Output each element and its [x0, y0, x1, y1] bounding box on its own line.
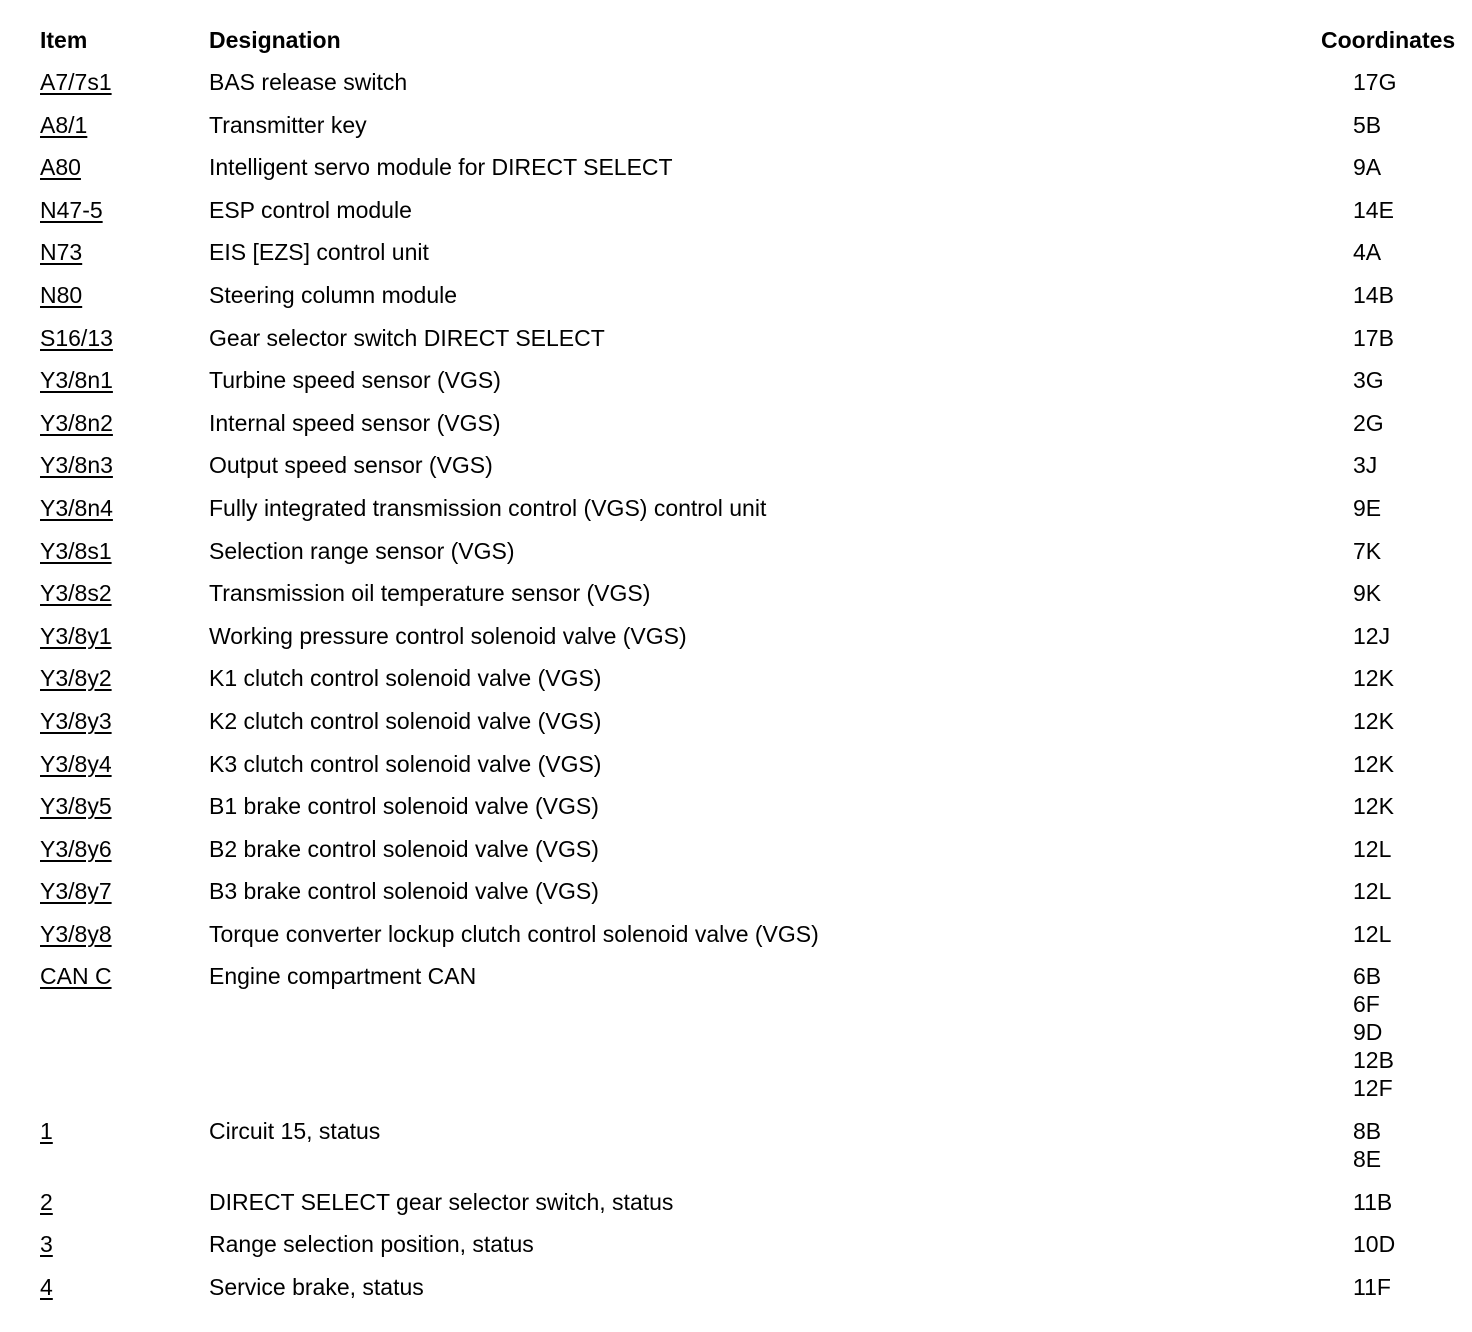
- item-link[interactable]: Y3/8y7: [40, 878, 112, 905]
- coordinates-cell: [1353, 835, 1472, 863]
- designation-cell: ESP control module: [209, 196, 412, 223]
- legend-table-body: [0, 68, 1472, 1315]
- coordinates-cell: [1353, 792, 1472, 820]
- coordinate-value: 12K: [1353, 665, 1394, 692]
- coordinate-value: 2G: [1353, 409, 1384, 436]
- coordinate-value: 12K: [1353, 750, 1394, 777]
- item-link[interactable]: N47-5: [40, 196, 103, 223]
- item-link[interactable]: A80: [40, 154, 81, 181]
- designation-cell: B3 brake control solenoid valve (VGS): [209, 878, 599, 905]
- coordinate-value: 14E: [1353, 196, 1394, 223]
- item-cell: [40, 835, 112, 863]
- item-cell: [40, 1230, 53, 1258]
- coordinate-value: 12J: [1353, 622, 1391, 649]
- designation-cell: Steering column module: [209, 281, 458, 308]
- coordinate-value: 11B: [1353, 1188, 1393, 1215]
- table-row: [0, 153, 1472, 196]
- coordinates-cell: [1353, 281, 1472, 309]
- item-cell: [40, 451, 113, 479]
- coordinates-cell: [1353, 877, 1472, 905]
- designation-cell: BAS release switch: [209, 69, 408, 95]
- coordinates-cell: [1353, 1188, 1472, 1216]
- table-row: [0, 920, 1472, 963]
- designation-cell: Internal speed sensor (VGS): [209, 409, 501, 436]
- coordinate-value: 5B: [1353, 111, 1382, 138]
- coordinate-value: 8B: [1353, 1118, 1382, 1145]
- coordinates-cell: [1353, 68, 1472, 96]
- item-link[interactable]: N80: [40, 281, 83, 308]
- designation-cell: Intelligent servo module for DIRECT SELECT: [209, 154, 673, 181]
- coordinate-value: 12L: [1353, 920, 1392, 947]
- coordinate-value: 9K: [1353, 580, 1382, 607]
- item-link[interactable]: Y3/8y1: [40, 622, 112, 649]
- designation-cell: K3 clutch control solenoid valve (VGS): [209, 750, 602, 777]
- table-row: [0, 1230, 1472, 1273]
- item-cell: [40, 1273, 53, 1301]
- item-cell: [40, 238, 82, 266]
- item-cell: [40, 366, 113, 394]
- item-link[interactable]: S16/13: [40, 324, 113, 351]
- coordinate-value: 10D: [1353, 1231, 1396, 1258]
- item-cell: [40, 1117, 53, 1145]
- item-cell: [40, 196, 103, 224]
- designation-cell: Turbine speed sensor (VGS): [209, 367, 501, 394]
- table-row: [0, 281, 1472, 324]
- item-cell: [40, 111, 87, 139]
- designation-cell: Torque converter lockup clutch control solenoid valve (VGS): [209, 920, 819, 947]
- coordinate-value: 8E: [1353, 1146, 1382, 1173]
- designation-cell: B2 brake control solenoid valve (VGS): [209, 835, 599, 862]
- table-row: [0, 324, 1472, 367]
- table-row: [0, 494, 1472, 537]
- item-link[interactable]: 3: [40, 1231, 53, 1258]
- table-row: [0, 962, 1472, 1117]
- coordinate-value: 12L: [1353, 835, 1392, 862]
- item-link[interactable]: Y3/8n1: [40, 367, 113, 394]
- designation-cell: Transmitter key: [209, 111, 367, 138]
- coordinate-value: 4A: [1353, 239, 1382, 266]
- item-cell: [40, 962, 112, 990]
- table-row: [0, 664, 1472, 707]
- table-row: [0, 537, 1472, 580]
- item-cell: [40, 750, 112, 778]
- coordinates-cell: [1353, 920, 1472, 948]
- item-cell: [40, 664, 112, 692]
- item-link[interactable]: Y3/8y6: [40, 835, 112, 862]
- coordinate-value: 12F: [1353, 1075, 1393, 1102]
- coordinate-value: 14B: [1353, 281, 1394, 308]
- designation-cell: Range selection position, status: [209, 1231, 534, 1258]
- table-row: [0, 366, 1472, 409]
- coordinate-value: 3G: [1353, 367, 1384, 394]
- table-row: [0, 1117, 1472, 1188]
- designation-cell: Selection range sensor (VGS): [209, 537, 515, 564]
- coordinates-cell: [1353, 153, 1472, 181]
- coordinate-value: 9E: [1353, 494, 1382, 521]
- coordinates-cell: [1353, 622, 1472, 650]
- item-link[interactable]: 2: [40, 1188, 53, 1215]
- header-designation: Designation: [209, 27, 341, 53]
- item-cell: [40, 920, 112, 948]
- coordinate-value: 9D: [1353, 1019, 1383, 1046]
- table-row: [0, 579, 1472, 622]
- table-row: [0, 68, 1472, 111]
- coordinates-cell: [1353, 664, 1472, 692]
- table-row: [0, 238, 1472, 281]
- table-row: [0, 707, 1472, 750]
- designation-cell: Circuit 15, status: [209, 1118, 381, 1145]
- coordinate-value: 12B: [1353, 1047, 1394, 1074]
- coordinates-cell: [1353, 451, 1472, 479]
- coordinates-cell: [1353, 750, 1472, 778]
- header-coordinates: Coordinates: [1321, 27, 1456, 53]
- designation-cell: B1 brake control solenoid valve (VGS): [209, 793, 599, 820]
- item-cell: [40, 792, 112, 820]
- item-cell: [40, 622, 112, 650]
- item-cell: [40, 409, 113, 437]
- table-row: [0, 792, 1472, 835]
- coordinates-cell: [1353, 707, 1472, 735]
- item-cell: [40, 877, 112, 905]
- item-link[interactable]: A7/7s1: [40, 69, 112, 95]
- table-row: [0, 750, 1472, 793]
- item-cell: [40, 281, 82, 309]
- coordinates-cell: [1353, 962, 1472, 1102]
- item-link[interactable]: Y3/8n2: [40, 409, 113, 436]
- coordinates-cell: [1353, 111, 1472, 139]
- designation-cell: K1 clutch control solenoid valve (VGS): [209, 665, 602, 692]
- coordinate-value: 17B: [1353, 324, 1394, 351]
- coordinate-value: 7K: [1353, 537, 1382, 564]
- coordinates-cell: [1353, 1273, 1472, 1301]
- coordinates-cell: [1353, 238, 1472, 266]
- table-row: [0, 451, 1472, 494]
- coordinate-value: 9A: [1353, 154, 1382, 181]
- item-cell: [40, 494, 113, 522]
- coordinates-cell: [1353, 409, 1472, 437]
- item-link[interactable]: Y3/8y3: [40, 707, 112, 734]
- coordinates-cell: [1353, 324, 1472, 352]
- table-header: [0, 26, 1472, 56]
- coordinates-cell: [1353, 494, 1472, 522]
- coordinate-value: 12K: [1353, 707, 1394, 734]
- designation-cell: Fully integrated transmission control (VGS) control unit: [209, 494, 767, 521]
- table-row: [0, 196, 1472, 239]
- coordinate-value: 12K: [1353, 793, 1394, 820]
- item-link[interactable]: Y3/8y2: [40, 665, 112, 692]
- item-cell: [40, 324, 113, 352]
- coordinates-cell: [1353, 1230, 1472, 1258]
- coordinate-value: 6B: [1353, 963, 1382, 990]
- designation-cell: DIRECT SELECT gear selector switch, status: [209, 1188, 674, 1215]
- item-cell: [40, 1188, 53, 1216]
- item-link[interactable]: A8/1: [40, 111, 88, 138]
- item-link[interactable]: Y3/8s1: [40, 537, 112, 564]
- designation-cell: Engine compartment CAN: [209, 963, 477, 990]
- designation-cell: Service brake, status: [209, 1273, 424, 1300]
- table-row: [0, 835, 1472, 878]
- coordinates-cell: [1353, 579, 1472, 607]
- coordinate-value: 12L: [1353, 878, 1392, 905]
- table-row: [0, 111, 1472, 154]
- item-link[interactable]: CAN C: [40, 963, 112, 990]
- item-link[interactable]: Y3/8y8: [40, 920, 112, 947]
- coordinates-cell: [1353, 366, 1472, 394]
- item-link[interactable]: Y3/8n4: [40, 494, 113, 521]
- coordinate-value: 3J: [1353, 452, 1378, 479]
- coordinate-value: 6F: [1353, 991, 1380, 1018]
- item-cell: [40, 579, 112, 607]
- item-link[interactable]: N73: [40, 239, 83, 266]
- table-row: [0, 622, 1472, 665]
- table-row: [0, 1273, 1472, 1316]
- header-item: Item: [40, 27, 88, 53]
- table-row: [0, 409, 1472, 452]
- designation-cell: Transmission oil temperature sensor (VGS): [209, 580, 651, 607]
- item-link[interactable]: Y3/8s2: [40, 580, 112, 607]
- designation-cell: Output speed sensor (VGS): [209, 452, 493, 479]
- item-cell: [40, 153, 81, 181]
- item-link[interactable]: Y3/8n3: [40, 452, 113, 479]
- item-link[interactable]: 1: [40, 1118, 53, 1145]
- item-cell: [40, 537, 112, 565]
- item-link[interactable]: Y3/8y5: [40, 793, 112, 820]
- coordinates-cell: [1353, 537, 1472, 565]
- coordinates-cell: [1353, 196, 1472, 224]
- table-row: [0, 877, 1472, 920]
- item-link[interactable]: 4: [40, 1273, 53, 1300]
- coordinate-value: 17G: [1353, 69, 1397, 95]
- item-cell: [40, 707, 112, 735]
- item-cell: [40, 68, 112, 96]
- designation-cell: EIS [EZS] control unit: [209, 239, 429, 266]
- designation-cell: Working pressure control solenoid valve (VGS): [209, 622, 687, 649]
- coordinates-cell: [1353, 1117, 1472, 1173]
- table-row: [0, 1188, 1472, 1231]
- designation-cell: Gear selector switch DIRECT SELECT: [209, 324, 605, 351]
- item-link[interactable]: Y3/8y4: [40, 750, 112, 777]
- coordinate-value: 11F: [1353, 1273, 1391, 1300]
- designation-cell: K2 clutch control solenoid valve (VGS): [209, 707, 602, 734]
